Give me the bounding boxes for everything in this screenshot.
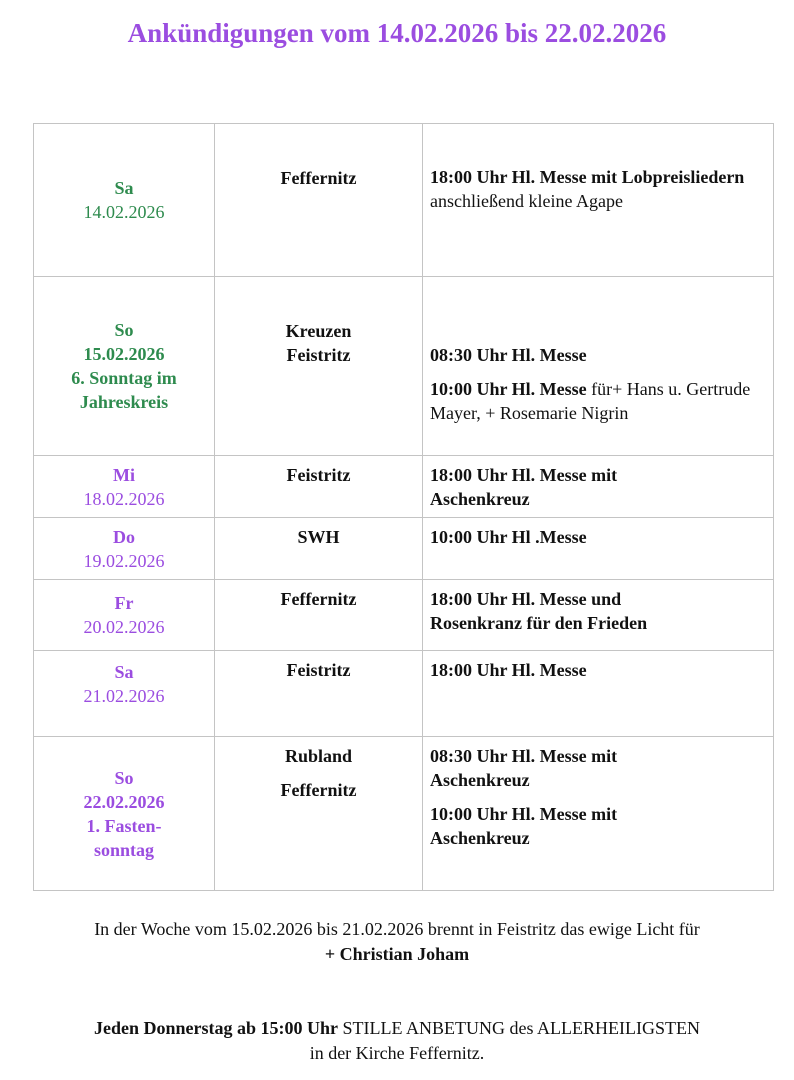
page-title: Ankündigungen vom 14.02.2026 bis 22.02.2026 <box>127 18 667 48</box>
place-cell <box>215 651 423 737</box>
event-title: 18:00 Uhr Hl. Messe <box>430 660 587 680</box>
weekday: Sa <box>114 661 134 682</box>
table-row <box>34 277 774 456</box>
day-cell <box>34 456 215 518</box>
date: 21.02.2026 <box>83 685 165 706</box>
adoration-time: Jeden Donnerstag ab 15:00 Uhr <box>94 1018 339 1038</box>
date: 22.02.2026 <box>83 791 165 812</box>
event-title: 18:00 Uhr Hl. Messe mit Aschenkreuz <box>430 465 618 509</box>
place-cell <box>215 124 423 277</box>
day-cell <box>34 651 215 737</box>
event-title: 10:00 Uhr Hl. Messe <box>430 379 587 399</box>
adoration-text: STILLE ANBETUNG des ALLERHEILIGSTEN <box>338 1018 700 1038</box>
place-name: Feffernitz <box>280 780 357 800</box>
day-cell <box>34 518 215 580</box>
table-row <box>34 518 774 580</box>
place-cell <box>215 518 423 580</box>
event-title: 18:00 Uhr Hl. Messe und Rosenkranz für den Frieden <box>430 589 648 633</box>
table-row <box>34 737 774 891</box>
place-cell <box>215 456 423 518</box>
event-title: 08:30 Uhr Hl. Messe <box>430 345 587 365</box>
place-name: Feistritz <box>286 465 351 485</box>
weekday: So <box>114 767 134 788</box>
place-name: Feffernitz <box>280 168 357 188</box>
schedule-table <box>33 123 774 891</box>
table-row <box>34 651 774 737</box>
place-name: SWH <box>297 527 340 547</box>
place-cell <box>215 737 423 891</box>
event-title: 10:00 Uhr Hl .Messe <box>430 527 587 547</box>
day-cell <box>34 124 215 277</box>
eternal-light-name: + Christian Joham <box>324 944 470 964</box>
day-cell <box>34 277 215 456</box>
event-cell <box>423 737 774 891</box>
weekday: So <box>114 320 134 340</box>
place-name: Rubland <box>284 746 353 766</box>
event-title: 08:30 Uhr Hl. Messe mit Aschenkreuz <box>430 746 618 790</box>
day-cell <box>34 737 215 891</box>
event-cell <box>423 651 774 737</box>
adoration-location: in der Kirche Feffernitz. <box>309 1043 485 1063</box>
event-note: anschließend kleine Agape <box>430 191 623 211</box>
event-cell <box>423 580 774 651</box>
event-title: 10:00 Uhr Hl. Messe mit Aschenkreuz <box>430 804 618 848</box>
place-cell <box>215 580 423 651</box>
place-name: Kreuzen <box>285 321 352 341</box>
event-entry <box>430 377 767 425</box>
table-row <box>34 456 774 518</box>
event-cell <box>423 518 774 580</box>
adoration-line <box>0 1016 794 1041</box>
date: 19.02.2026 <box>83 550 165 571</box>
event-cell <box>423 277 774 456</box>
weekday: Mi <box>113 464 135 485</box>
place-name: Feffernitz <box>280 589 357 609</box>
table-row <box>34 580 774 651</box>
table-row <box>34 124 774 277</box>
date: 20.02.2026 <box>83 617 165 637</box>
day-extra: 1. Fasten-sonntag <box>86 815 162 860</box>
event-intention: für+ Hans u. Gertrude Mayer, + Rosemarie Nigrin <box>430 379 751 423</box>
weekday: Fr <box>114 593 134 613</box>
eternal-light-note <box>0 917 794 967</box>
date: 14.02.2026 <box>83 202 165 222</box>
event-cell <box>423 124 774 277</box>
date: 15.02.2026 <box>83 344 165 364</box>
place-name: Feistritz <box>286 660 351 680</box>
event-cell <box>423 456 774 518</box>
eternal-light-text: In der Woche vom 15.02.2026 bis 21.02.2026 brennt in Feistritz das ewige Licht für <box>94 919 700 939</box>
date: 18.02.2026 <box>83 488 165 509</box>
place-cell <box>215 277 423 456</box>
place-name: Feistritz <box>286 345 351 365</box>
day-cell <box>34 580 215 651</box>
day-extra: 6. Sonntag im Jahreskreis <box>71 368 177 412</box>
adoration-note <box>0 1016 794 1066</box>
weekday: Do <box>113 526 135 547</box>
event-title: 18:00 Uhr Hl. Messe mit Lobpreisliedern <box>430 167 745 187</box>
weekday: Sa <box>114 178 134 198</box>
